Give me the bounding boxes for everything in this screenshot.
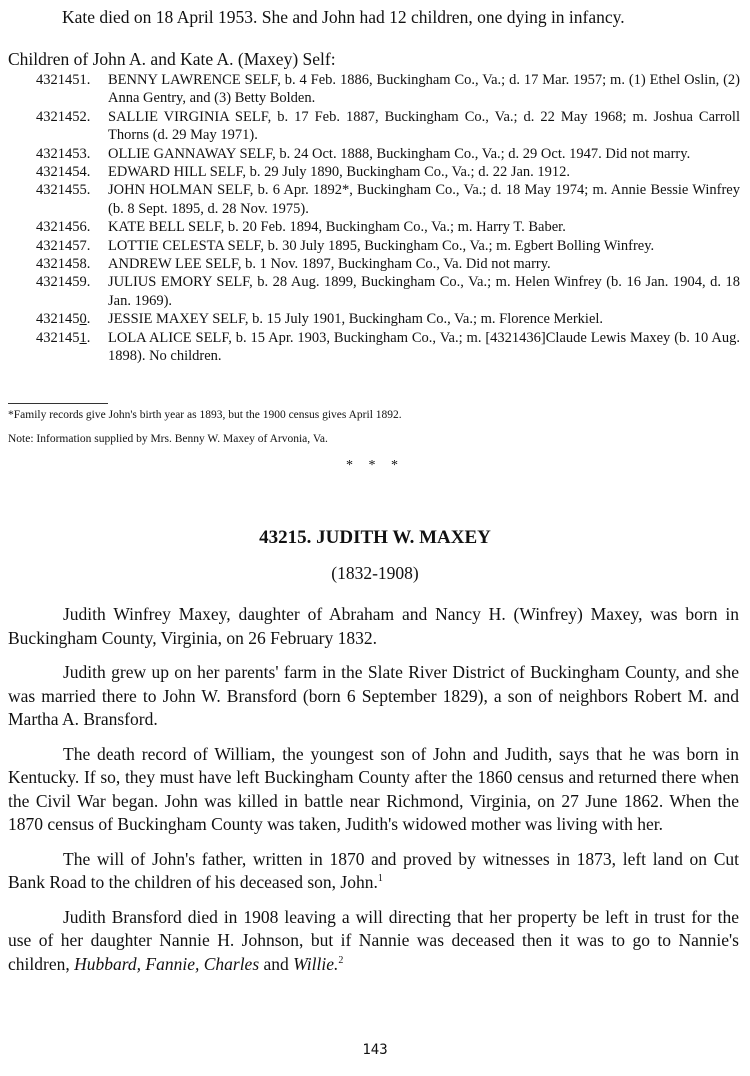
paragraph: Judith Bransford died in 1908 leaving a will directing that her property be left in trust for the use of her daughter Nannie H. Johnson, but if Nannie was deceased then it was to go to Nannie's children, Hubbard, Fannie, Charles and Willie.$^2$ (8, 906, 739, 974)
children-names: Hubbard, Fannie, Charles (74, 953, 260, 974)
list-item (0, 181, 750, 218)
child-number: 4321453. (36, 145, 91, 162)
list-item (0, 329, 750, 366)
section-separator: * * * (346, 458, 404, 473)
child-entry: JESSIE MAXEY SELF, b. 15 July 1901, Buckingham Co., Va.; m. Florence Merkiel. (108, 311, 604, 328)
child-entry: BENNY LAWRENCE SELF, b. 4 Feb. 1886, Buckingham Co., Va.; d. 17 Mar. 1957; m. (1) Ethel Oslin, (2) Anna Gentry, and (3) Betty Bolden. (108, 72, 740, 107)
child-number: 4321458. (36, 256, 91, 273)
footnote: *Family records give John's birth year as 1893, but the 1900 census gives April 1892. (8, 409, 402, 421)
section-dates: (1832-1908) (331, 563, 419, 583)
child-entry: JOHN HOLMAN SELF, b. 6 Apr. 1892*, Buckingham Co., Va.; d. 18 May 1974; m. Annie Bessie Winfrey (b. 8 Sept. 1895, d. 28 Nov. 1975). (108, 182, 740, 217)
child-number: 4321455. (36, 182, 91, 199)
list-item (0, 237, 750, 255)
paragraph: The death record of William, the youngest son of John and Judith, says that he was born in Kentucky. If so, they must have left Buckingham County after the 1860 census and returned there when the Civil War began. John was killed in battle near Richmond, Virginia, on 27 June 1862. When the 1870 census of Buckingham County was taken, Judith's widowed mother was living with her. (8, 743, 739, 834)
child-number: 4321451. (36, 72, 91, 88)
child-entry: LOLA ALICE SELF, b. 15 Apr. 1903, Buckingham Co., Va.; m. [4321436]Claude Lewis Maxey (b. 10 Aug. 1898). No children. (108, 329, 740, 365)
footnote-divider (8, 403, 108, 404)
list-item (0, 163, 750, 181)
child-entry: EDWARD HILL SELF, b. 29 July 1890, Buckingham Co., Va.; d. 22 Jan. 1912. (108, 164, 571, 181)
children-heading: Children of John A. and Kate A. (Maxey) Self: (8, 49, 336, 69)
footnote-ref: 1 (377, 873, 383, 885)
child-number: 4321454. (36, 164, 91, 181)
child-entry: OLLIE GANNAWAY SELF, b. 24 Oct. 1888, Buckingham Co., Va.; d. 29 Oct. 1947. Did not marry. (108, 145, 691, 162)
child-number: 4321452. (36, 108, 91, 125)
children-list (0, 71, 750, 366)
list-item (0, 218, 750, 236)
list-item (0, 145, 750, 163)
paragraph: Judith grew up on her parents' farm in the Slate River District of Buckingham County, and she was married there to John W. Bransford (born 6 September 1829), a son of neighbors Robert M. and Martha A. Bransford. (8, 662, 739, 729)
list-item (0, 71, 750, 108)
list-item (0, 273, 750, 310)
footnote-ref: 2 (338, 954, 344, 966)
page-number: 143 (362, 1042, 388, 1058)
child-number: 4321451. (36, 329, 91, 346)
paragraph: Judith Winfrey Maxey, daughter of Abraham and Nancy H. (Winfrey) Maxey, was born in Buckingham County, Virginia, on 26 February 1832. (8, 604, 739, 648)
biography-text (8, 603, 739, 987)
child-number: 4321450. (36, 311, 91, 328)
opening-line: Kate died on 18 April 1953. She and John had 12 children, one dying in infancy. (62, 7, 625, 27)
child-number: 4321459. (36, 274, 91, 291)
child-entry: JULIUS EMORY SELF, b. 28 Aug. 1899, Buckingham Co., Va.; m. Helen Winfrey (b. 16 Jan. 1904, d. 18 Jan. 1969). (108, 274, 740, 309)
child-name: Willie. (293, 953, 339, 974)
list-item (0, 108, 750, 145)
child-entry: KATE BELL SELF, b. 20 Feb. 1894, Buckingham Co., Va.; m. Harry T. Baber. (108, 219, 566, 236)
child-entry: LOTTIE CELESTA SELF, b. 30 July 1895, Buckingham Co., Va.; m. Egbert Bolling Winfrey. (108, 237, 655, 254)
child-number: 4321456. (36, 219, 91, 236)
child-entry: SALLIE VIRGINIA SELF, b. 17 Feb. 1887, Buckingham Co., Va.; d. 22 May 1968; m. Joshua Carroll Thorns (d. 29 May 1971). (108, 108, 740, 144)
source-note: Note: Information supplied by Mrs. Benny W. Maxey of Arvonia, Va. (8, 433, 328, 445)
list-item (0, 255, 750, 273)
section-title: 43215. JUDITH W. MAXEY (259, 527, 491, 548)
child-entry: ANDREW LEE SELF, b. 1 Nov. 1897, Buckingham Co., Va. Did not marry. (108, 256, 551, 273)
paragraph: The will of John's father, written in 1870 and proved by witnesses in 1873, left land on Cut Bank Road to the children of his deceased son, John.$^1$ (8, 848, 739, 892)
list-item (0, 310, 750, 328)
child-number: 4321457. (36, 237, 91, 254)
